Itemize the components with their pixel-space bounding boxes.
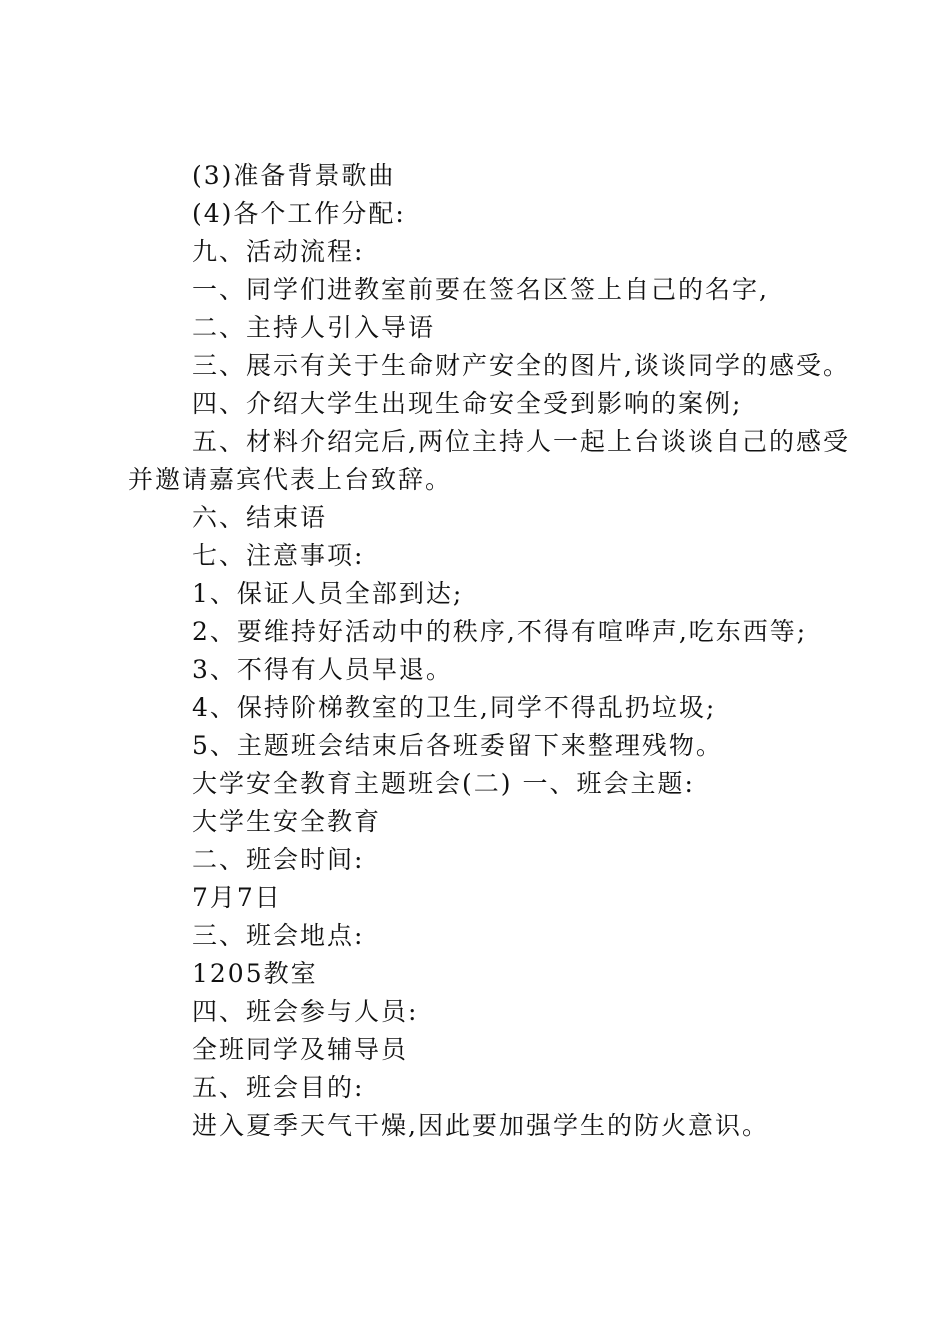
text-line: 七、注意事项: — [192, 541, 365, 570]
text-line: 三、班会地点: — [192, 921, 365, 950]
text-line: 全班同学及辅导员 — [192, 1035, 409, 1064]
text-line: 二、班会时间: — [192, 845, 365, 874]
text-line: 三、展示有关于生命财产安全的图片,谈谈同学的感受。 — [192, 351, 850, 380]
text-line: 5、主题班会结束后各班委留下来整理残物。 — [192, 731, 723, 760]
text-line-continuation: 并邀请嘉宾代表上台致辞。 — [128, 465, 453, 494]
text-line: 五、班会目的: — [192, 1073, 365, 1102]
text-line: 1、保证人员全部到达; — [192, 579, 464, 608]
text-line: 进入夏季天气干燥,因此要加强学生的防火意识。 — [192, 1111, 769, 1140]
text-line: 3、不得有人员早退。 — [192, 655, 453, 684]
text-line: 4、保持阶梯教室的卫生,同学不得乱扔垃圾; — [192, 693, 717, 722]
text-line: (3)准备背景歌曲 — [192, 161, 396, 190]
text-line: 7月7日 — [192, 883, 282, 912]
text-line: 五、材料介绍完后,两位主持人一起上台谈谈自己的感受 — [192, 427, 850, 456]
document-body — [0, 157, 950, 1145]
text-line: 六、结束语 — [192, 503, 328, 532]
text-line: 二、主持人引入导语 — [192, 313, 436, 342]
text-line: 四、班会参与人员: — [192, 997, 419, 1026]
text-line: 四、介绍大学生出现生命安全受到影响的案例; — [192, 389, 743, 418]
text-line: 2、要维持好活动中的秩序,不得有喧哗声,吃东西等; — [192, 617, 808, 646]
text-line: 大学生安全教育 — [192, 807, 382, 836]
text-line: (4)各个工作分配: — [192, 199, 406, 228]
text-line: 九、活动流程: — [192, 237, 365, 266]
text-line: 一、同学们进教室前要在签名区签上自己的名字, — [192, 275, 769, 304]
text-line: 1205教室 — [192, 959, 318, 988]
section-heading: 大学安全教育主题班会(二) 一、班会主题: — [192, 769, 695, 798]
